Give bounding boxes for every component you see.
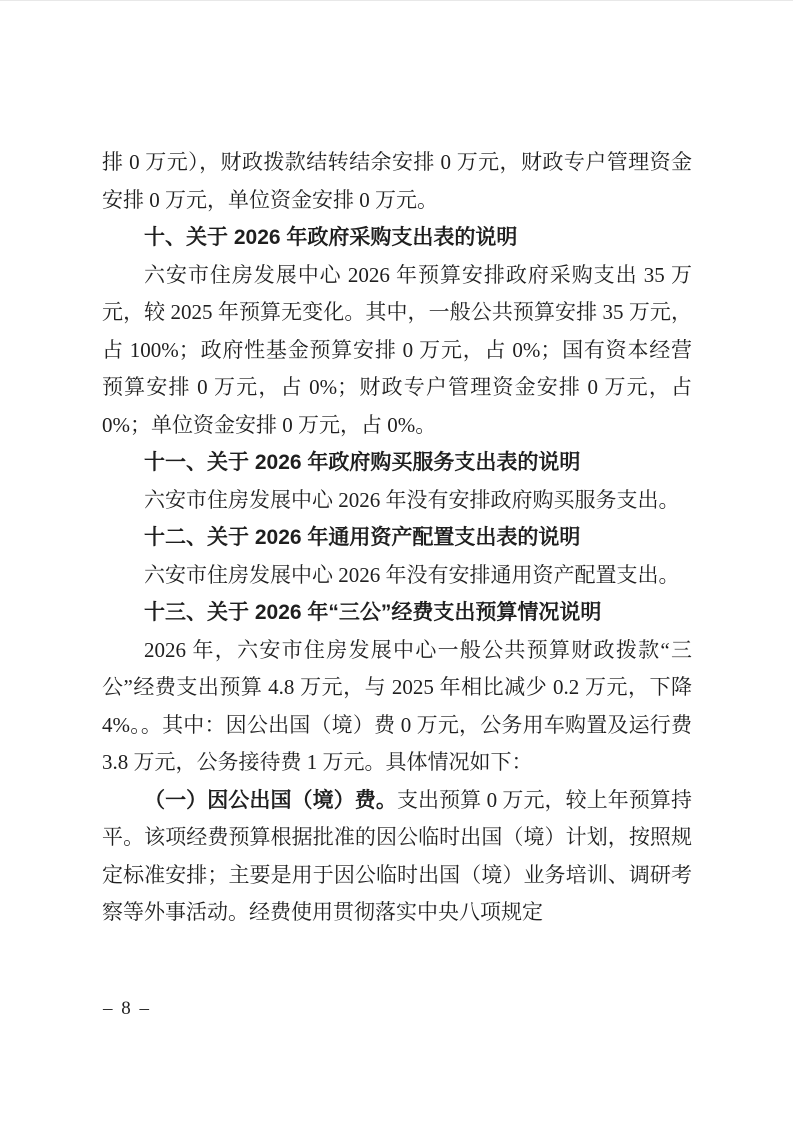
body-paragraph-purchased-services: 六安市住房发展中心 2026 年没有安排政府购买服务支出。	[144, 487, 680, 512]
subitem-text: 支出预算 0 万元，较上年预算持平。该项经费预算根据批准的因公临时出国（境）计划，按照规定标准安排；主要是用于因公临时出国（境）业务培训、调研考察等外事活动。经费使用贯彻落实中央八项规定	[102, 787, 693, 924]
document-body	[102, 144, 692, 932]
page-number: – 8 –	[103, 998, 151, 1019]
section-heading-10: 十、关于 2026 年政府采购支出表的说明	[144, 226, 518, 249]
continued-paragraph: 排 0 万元），财政拨款结转结余安排 0 万元，财政专户管理资金安排 0 万元，单位资金安排 0 万元。	[102, 150, 692, 212]
body-paragraph-gov-procurement: 六安市住房发展中心 2026 年预算安排政府采购支出 35 万元，较 2025 年预算无变化。其中，一般公共预算安排 35 万元，占 100%；政府性基金预算安排 0 万元，占 0%；国有资本经营预算安排 0 万元，占 0%；财政专户管理资金安排 0 万元，占 0%；单位资金安排 0 万元，占 0%。	[102, 262, 692, 437]
section-heading-11: 十一、关于 2026 年政府购买服务支出表的说明	[144, 451, 581, 474]
body-paragraph-asset-allocation: 六安市住房发展中心 2026 年没有安排通用资产配置支出。	[144, 562, 680, 587]
body-paragraph-overseas-travel	[102, 782, 692, 932]
section-heading-13: 十三、关于 2026 年“三公”经费支出预算情况说明	[144, 601, 602, 624]
section-heading-12: 十二、关于 2026 年通用资产配置支出表的说明	[144, 526, 581, 549]
subitem-lead: （一）因公出国（境）费。	[144, 787, 397, 812]
body-paragraph-three-public-funds: 2026 年，六安市住房发展中心一般公共预算财政拨款“三公”经费支出预算 4.8 万元，与 2025 年相比减少 0.2 万元，下降 4%。。其中：因公出国（境）费 0 万元，公务用车购置及运行费 3.8 万元，公务接待费 1 万元。具体情况如下：	[102, 637, 692, 774]
